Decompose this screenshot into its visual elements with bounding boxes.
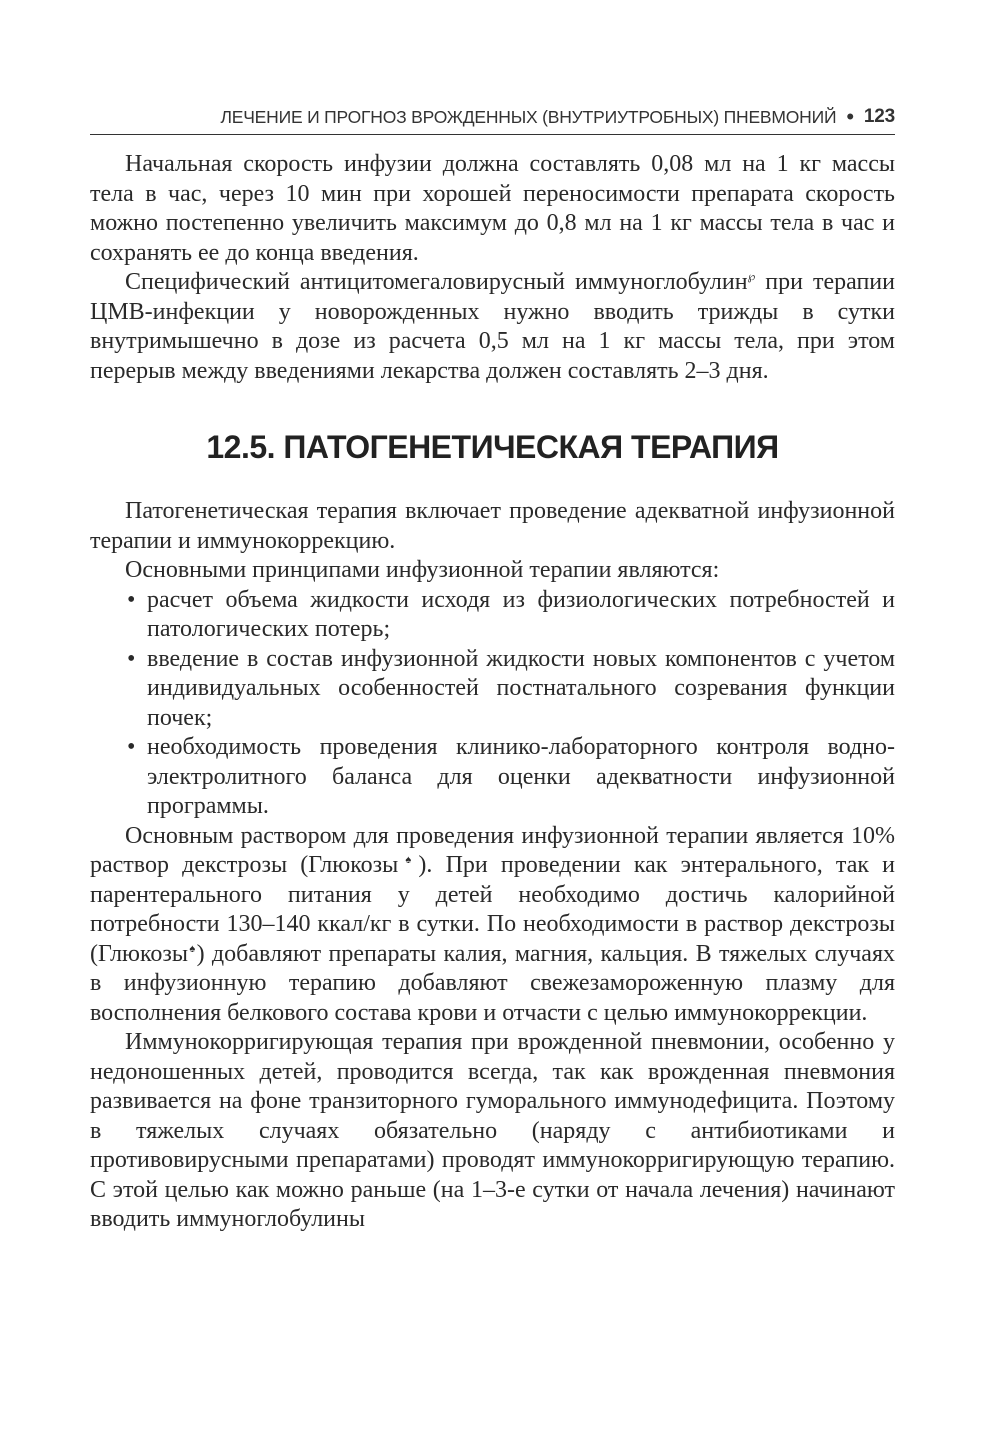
running-head-title: ЛЕЧЕНИЕ И ПРОГНОЗ ВРОЖДЕННЫХ (ВНУТРИУТРОБНЫХ) ПНЕВМОНИЙ [220, 106, 837, 127]
paragraph-principles-lead: Основными принципами инфузионной терапии являются: [125, 557, 720, 583]
paragraph-immunocorrection: Иммунокорригирующая терапия при врожденной пневмонии, особенно у недоношенных детей, проводится всегда, так как врожденная пневмония развивается на фоне транзиторного гуморального иммунодефицита. Поэтому в тяжелых случаях обязательно (наряду с антибиотиками и противовирусными препаратами) проводят иммунокорригирующую терапию. С этой целью как можно раньше (на 1–3-е сутки от начала лечения) начинают вводить иммуноглобулины [90, 1029, 895, 1232]
paragraph-intro: Патогенетическая терапия включает проведение адекватной инфузионной терапии и иммунокоррекцию. [90, 498, 895, 554]
principles-list [90, 586, 895, 822]
paragraph-dextrose-part1: Основным раствором для проведения инфузионной терапии является 10% раствор декстрозы (Глюкозы [90, 822, 895, 878]
list-item: • расчет объема жидкости исходя из физиологических потребностей и патологических потерь; [90, 586, 895, 645]
paragraph-dextrose-part3: ) добавляют препараты калия, магния, кальция. В тяжелых случаях в инфузионную терапию добавляют свежезамороженную плазму для восполнения белкового состава крови и отчасти с целью иммунокоррекции. [90, 940, 895, 1026]
page-body [90, 150, 895, 1235]
list-item: • необходимость проведения клинико-лабораторного контроля водно-электролитного баланса для оценки адекватности инфузионной программы. [90, 733, 895, 822]
drug-mark-icon: ℘ [747, 271, 756, 283]
list-item: • введение в состав инфузионной жидкости новых компонентов с учетом индивидуальных особенностей постнатального созревания функции почек; [90, 645, 895, 734]
page-number: 123 [863, 106, 895, 127]
paragraph-cmv-part2: при терапии ЦМВ-инфекции у новорожденных нужно вводить трижды в сутки внутримышечно в дозе из расчета 0,5 мл на 1 кг массы тела, при этом перерыв между введениями лекарства должен составлять 2–3 дня. [90, 269, 895, 384]
section-heading: 12.5. ПАТОГЕНЕТИЧЕСКАЯ ТЕРАПИЯ [206, 429, 779, 465]
paragraph-cmv-immunoglobulin [90, 268, 895, 386]
paragraph-infusion-rate: Начальная скорость инфузии должна составлять 0,08 мл на 1 кг массы тела в час, через 10 мин при хорошей переносимости препарата скорость можно постепенно увеличить максимум до 0,8 мл на 1 кг массы тела в час и сохранять ее до конца введения. [90, 151, 895, 266]
paragraph-cmv-part1: Специфический антицитомегаловирусный иммуноглобулин [125, 269, 748, 295]
paragraph-dextrose-solution [90, 822, 895, 1029]
paragraph-dextrose-part2: ). При проведении как энтерального, так и парентерального питания у детей необходимо достичь калорийной потребности 130–140 ккал/кг в сутки. По необходимости в раствор декстрозы (Глюкозы [90, 852, 895, 967]
running-head [90, 100, 895, 135]
drug-mark-icon: ♠ [398, 854, 419, 866]
running-head-separator: • [846, 104, 854, 129]
drug-mark-icon: ♠ [188, 942, 197, 955]
